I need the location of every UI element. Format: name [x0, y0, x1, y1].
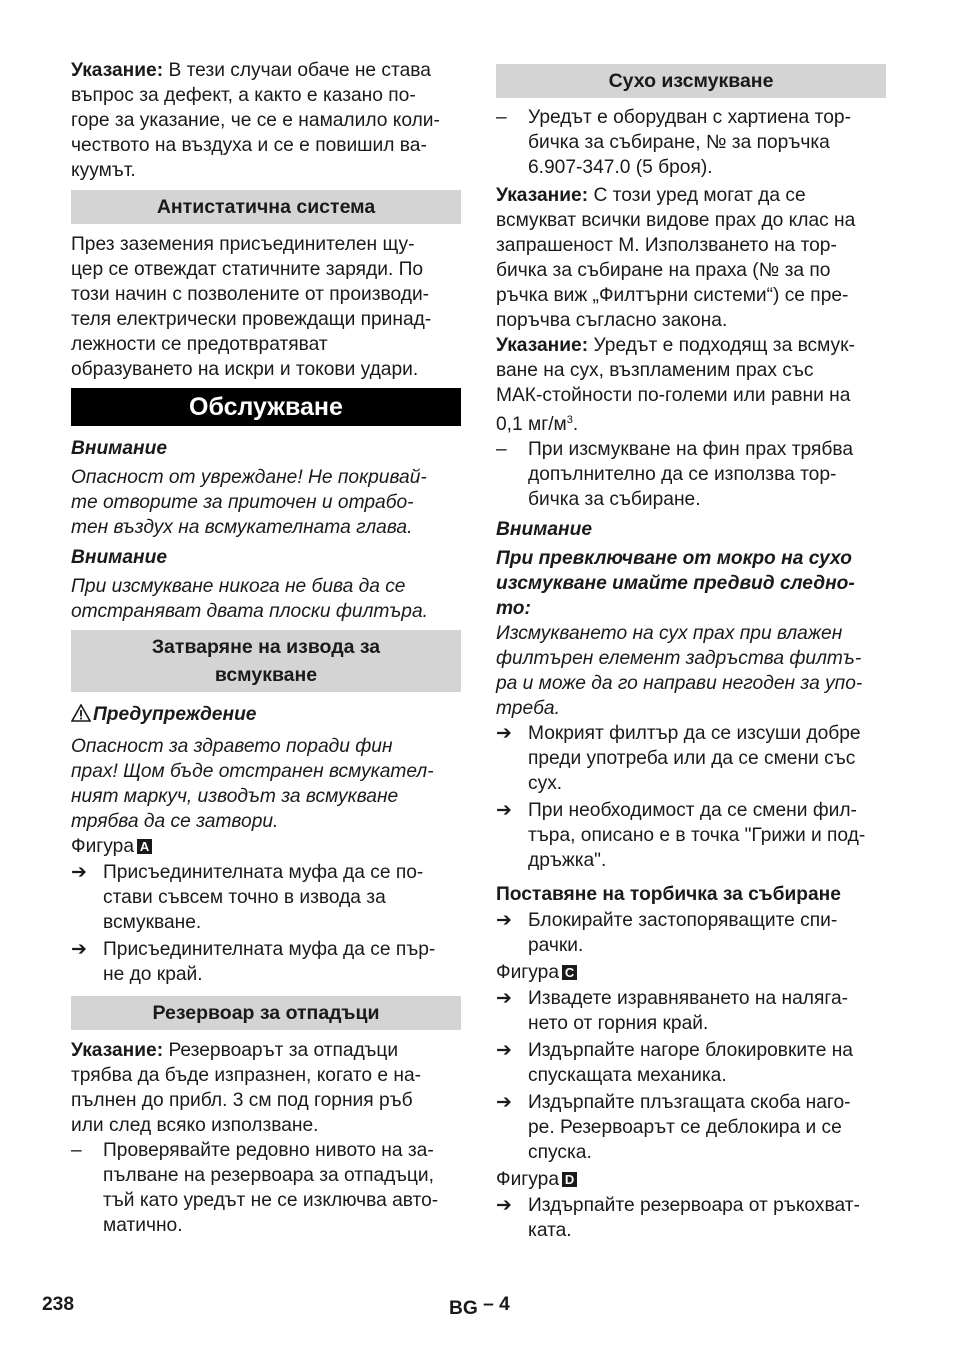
- heading-dry-vacuuming: Сухо изсмукване: [496, 64, 886, 98]
- arrow-item: ➔ Издърпайте нагоре блокировките на спускащата механика.: [496, 1040, 853, 1086]
- note-paragraph-1: Указание: В тези случаи обаче не става въпрос за дефект, а както е казано по- горе за указание, че се е намалило коли- чеството на въздуха и се е повишил ва- куумът.: [71, 60, 440, 181]
- antistatic-paragraph: През заземения присъединителен щу- цер се отвеждат статичните заряди. По този начин с позволените от производи- теля електрически провеждащи принад- лежности се предотвратяват образуването на искри и токови удари.: [71, 234, 432, 380]
- right-arrow-icon: ➔: [496, 800, 513, 821]
- arrow-item: ➔ Извадете изравняването на наляга- нето от горния край.: [496, 988, 849, 1034]
- right-arrow-icon: ➔: [71, 862, 88, 883]
- note-paragraph-tank: Указание: Резервоарът за отпадъци трябва да бъде изпразнен, когато е на- пълнен до прибл. 3 см под горния ръб или след всяко използване.: [71, 1040, 422, 1136]
- dash-marker: –: [496, 439, 507, 460]
- right-arrow-icon: ➔: [496, 1040, 513, 1061]
- figure-letter-badge: D: [562, 1172, 577, 1187]
- figure-letter-badge: C: [562, 965, 577, 980]
- note-paragraph-mak: Указание: Уредът е подходящ за всмук- ване на сух, възпламеним прах със МАК-стойности по-големи или равни на 0,1 $мг/м^3$.: [496, 335, 855, 435]
- figure-letter-badge: A: [137, 839, 152, 854]
- arrow-item: ➔ Блокирайте застопоряващите спи- рачки.: [496, 910, 838, 956]
- right-arrow-icon: ➔: [496, 1092, 513, 1113]
- arrow-item: ➔ Издърпайте резервоара от ръкохват- ката.: [496, 1195, 860, 1241]
- attention-text-1: Опасност от увреждане! Не покривай- те отворите за приточен и отрабо- тен въздух на всмукателната глава.: [71, 467, 427, 538]
- right-arrow-icon: ➔: [496, 1195, 513, 1216]
- dash-marker: –: [71, 1140, 82, 1161]
- warning-text: Опасност за здравето поради фин прах! Щом бъде отстранен всмукател- ният маркуч, изводът за всмукване трябва да се затвори.: [71, 736, 434, 832]
- right-arrow-icon: ➔: [496, 988, 513, 1009]
- attention-heading-2: Внимание: [71, 547, 168, 568]
- dash-item: – При изсмукване на фин прах трябва допълнително да се използва тор- бичка за събиране.: [496, 439, 854, 510]
- dash-marker: –: [496, 107, 507, 128]
- right-column: [496, 64, 886, 1243]
- figure-c-ref: Фигура C: [496, 960, 886, 985]
- arrow-item: ➔ Мокрият филтър да се изсуши добре преди употреба или да се смени със сух.: [496, 723, 861, 794]
- right-arrow-icon: ➔: [496, 723, 513, 744]
- left-column: [71, 58, 461, 1238]
- figure-a-ref: Фигура A: [71, 834, 461, 859]
- warning-triangle-icon: [71, 704, 93, 729]
- heading-insert-bag: Поставяне на торбичка за събиране: [496, 884, 841, 905]
- footer-section: – 4: [483, 1294, 510, 1315]
- arrow-item: ➔ Присъединителната муфа да се по- стави съвсем точно в извода за всмукване.: [71, 862, 424, 933]
- attention-bold-text: При превключване от мокро на сухо изсмукване имайте предвид следно- то:: [496, 548, 855, 619]
- right-arrow-icon: ➔: [71, 939, 88, 960]
- dash-item: – Уредът е оборудван с хартиена тор- бичка за събиране, № за поръчка 6.907-347.0 (5 броя).: [496, 107, 851, 178]
- heading-service: Обслужване: [71, 388, 461, 426]
- heading-antistatic: Антистатична система: [71, 190, 461, 224]
- arrow-item: ➔ Присъединителната муфа да се пър- не до край.: [71, 939, 436, 985]
- page-number: 238: [42, 1294, 75, 1315]
- attention-text-2: При изсмукване никога не бива да се отстраняват двата плоски филтъра.: [71, 576, 428, 622]
- heading-waste-tank: Резервоар за отпадъци: [71, 996, 461, 1030]
- arrow-item: ➔ Издърпайте плъзгащата скоба наго- ре. Резервоарът се деблокира и се спуска.: [496, 1092, 851, 1163]
- right-arrow-icon: ➔: [496, 910, 513, 931]
- dash-item: – Проверявайте редовно нивото на за- пълване на резервоара за отпадъци, тъй като уредът не се изключва авто- матично.: [71, 1140, 439, 1236]
- footer-language-section: [449, 1294, 510, 1320]
- attention-heading-1: Внимание: [71, 438, 168, 459]
- figure-d-ref: Фигура D: [496, 1167, 886, 1192]
- attention-heading: Внимание: [496, 519, 593, 540]
- warning-heading: Предупреждение: [71, 702, 461, 729]
- attention-text: Изсмукването на сух прах при влажен филтърен елемент задръства филтъ- ра и може да го направи негоден за упо- треба.: [496, 623, 863, 719]
- footer-language: BG: [449, 1298, 478, 1319]
- note-paragraph-dust-class: Указание: С този уред могат да се всмукват всички видове прах до клас на запрашеност М. Използването на тор- бичка за събиране на праха (№ за по ръчка виж „Филтърни системи“) се пре- поръчва съгласно закона.: [496, 185, 856, 331]
- arrow-item: ➔ При необходимост да се смени фил- търа, описано е в точка "Грижи и под- дръжка".: [496, 800, 866, 871]
- heading-close-inlet: Затваряне на извода за всмукване: [71, 630, 461, 692]
